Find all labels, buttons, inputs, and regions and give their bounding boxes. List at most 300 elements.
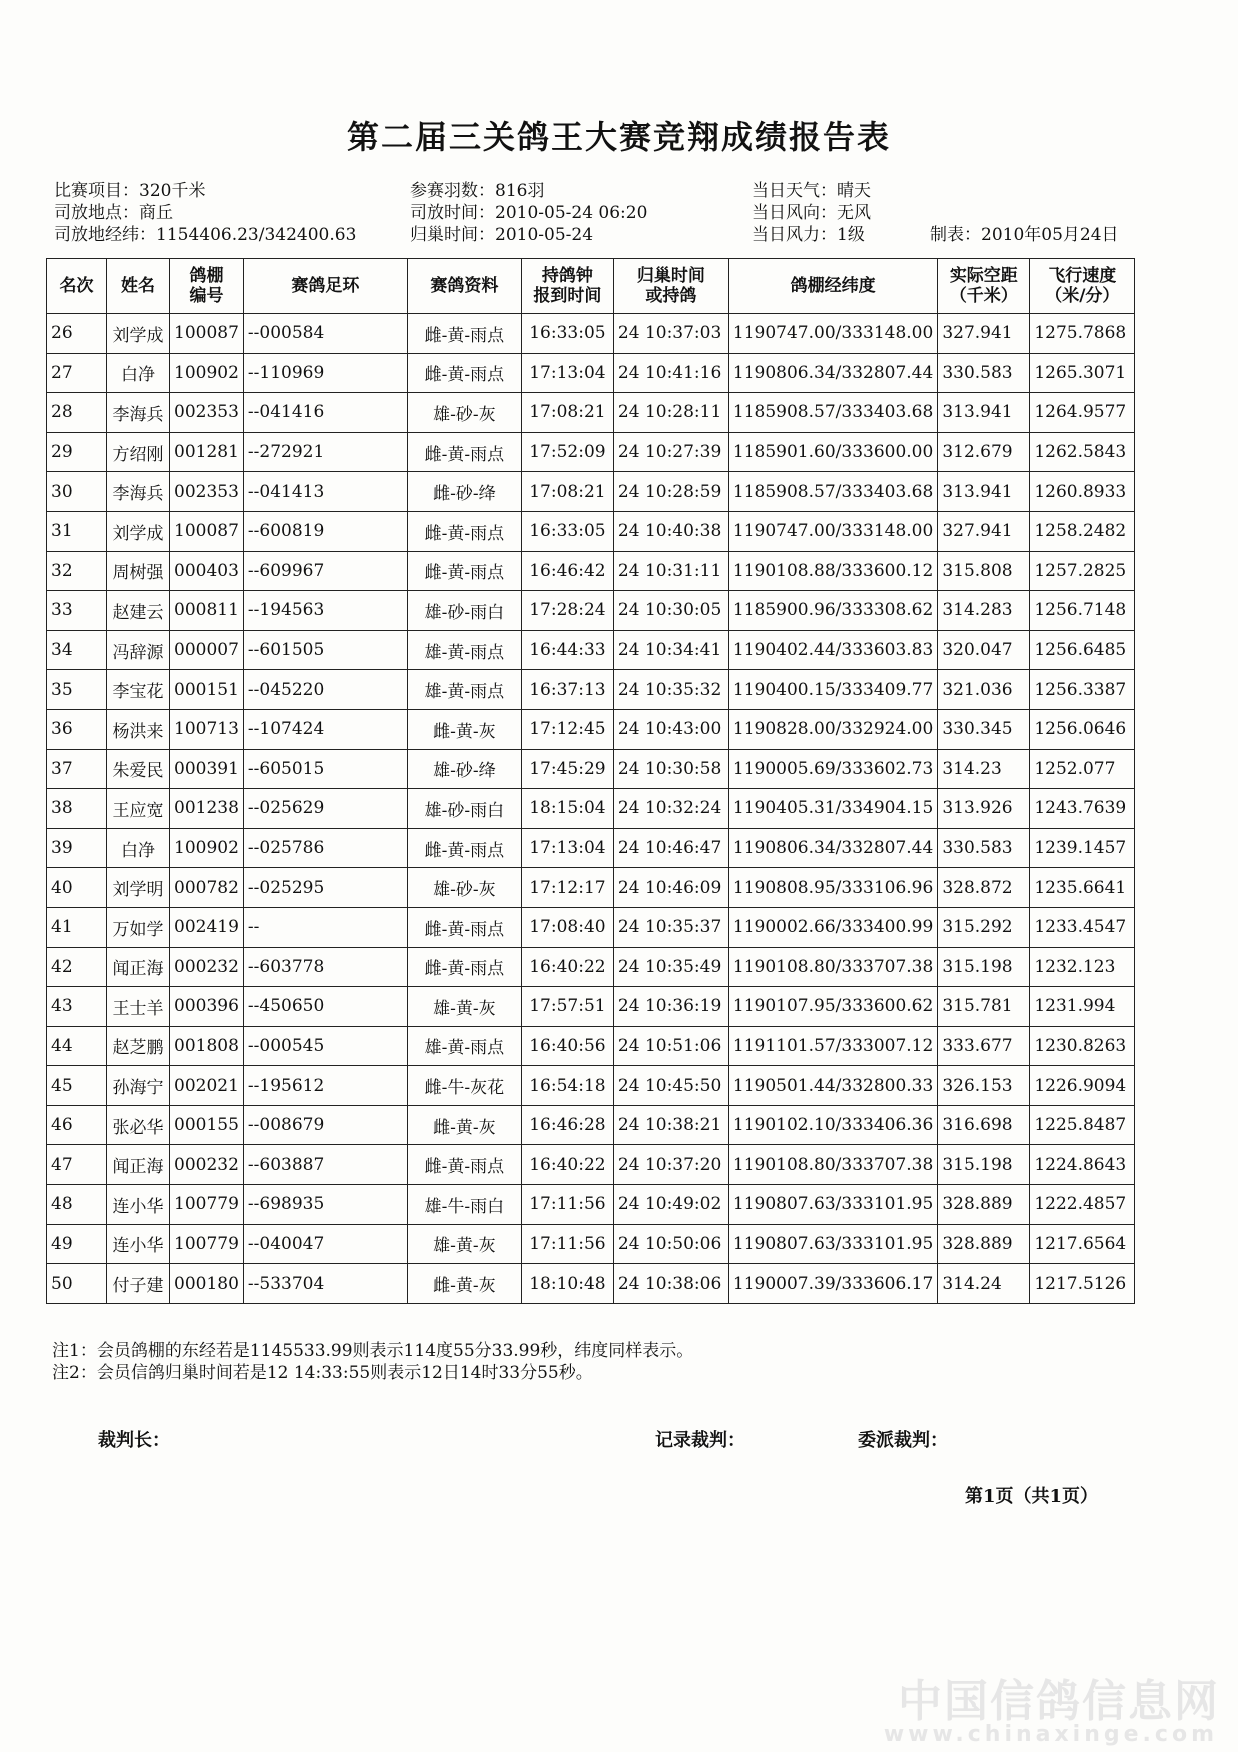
cell-bird-info: 雌-黄-雨点 <box>407 551 521 591</box>
cell-clock-time: 17:45:29 <box>521 749 613 789</box>
cell-rank: 30 <box>47 472 107 512</box>
cell-clock-time: 16:33:05 <box>521 511 613 551</box>
cell-ring: --110969 <box>243 353 407 393</box>
cell-coords: 1185908.57/333403.68 <box>728 472 937 512</box>
cell-coords: 1190007.39/333606.17 <box>728 1264 937 1304</box>
cell-ring: --008679 <box>243 1105 407 1145</box>
table-row <box>47 314 1135 354</box>
meta-release-time: 司放时间：2010-05-24 06:20 <box>410 203 648 223</box>
cell-name: 闻正海 <box>107 1145 170 1185</box>
cell-coords: 1191101.57/333007.12 <box>728 1026 937 1066</box>
table-body <box>47 314 1135 1304</box>
cell-return-time: 24 10:32:24 <box>613 789 728 829</box>
table-row <box>47 868 1135 908</box>
cell-clock-time: 16:46:42 <box>521 551 613 591</box>
cell-bird-info: 雄-砂-灰 <box>407 868 521 908</box>
cell-clock-time: 16:40:22 <box>521 947 613 987</box>
cell-name: 白净 <box>107 353 170 393</box>
note-2: 注2：会员信鸽归巢时间若是12 14:33:55则表示12日14时33分55秒。 <box>52 1363 593 1383</box>
cell-clock-time: 17:11:56 <box>521 1185 613 1225</box>
cell-rank: 37 <box>47 749 107 789</box>
cell-ring: --609967 <box>243 551 407 591</box>
sig-appointed: 委派裁判： <box>858 1430 948 1451</box>
table-row <box>47 1185 1135 1225</box>
header-bird-info: 赛鸽资料 <box>407 259 521 314</box>
cell-return-time: 24 10:28:59 <box>613 472 728 512</box>
cell-ring: --000545 <box>243 1026 407 1066</box>
cell-speed: 1225.8487 <box>1030 1105 1135 1145</box>
header-speed: 飞行速度 （米/分） <box>1030 259 1135 314</box>
cell-loft-id: 002419 <box>170 907 244 947</box>
table-row <box>47 393 1135 433</box>
table-row <box>47 947 1135 987</box>
cell-return-time: 24 10:36:19 <box>613 987 728 1027</box>
cell-speed: 1243.7639 <box>1030 789 1135 829</box>
cell-rank: 34 <box>47 630 107 670</box>
cell-coords: 1185900.96/333308.62 <box>728 591 937 631</box>
cell-coords: 1190808.95/333106.96 <box>728 868 937 908</box>
cell-coords: 1190005.69/333602.73 <box>728 749 937 789</box>
cell-name: 刘学成 <box>107 511 170 551</box>
cell-distance: 328.889 <box>938 1185 1030 1225</box>
cell-name: 孙海宁 <box>107 1066 170 1106</box>
cell-return-time: 24 10:30:05 <box>613 591 728 631</box>
cell-distance: 330.583 <box>938 353 1030 393</box>
cell-return-time: 24 10:34:41 <box>613 630 728 670</box>
cell-rank: 48 <box>47 1185 107 1225</box>
table-row <box>47 551 1135 591</box>
cell-clock-time: 16:44:33 <box>521 630 613 670</box>
cell-return-time: 24 10:45:50 <box>613 1066 728 1106</box>
cell-ring: --603887 <box>243 1145 407 1185</box>
cell-rank: 42 <box>47 947 107 987</box>
table-row <box>47 472 1135 512</box>
cell-speed: 1235.6641 <box>1030 868 1135 908</box>
cell-name: 方绍刚 <box>107 432 170 472</box>
meta-return-time: 归巢时间：2010-05-24 <box>410 225 594 245</box>
cell-bird-info: 雌-黄-雨点 <box>407 907 521 947</box>
cell-loft-id: 100902 <box>170 353 244 393</box>
cell-ring: --272921 <box>243 432 407 472</box>
meta-release-place: 司放地点：商丘 <box>54 203 173 223</box>
cell-speed: 1232.123 <box>1030 947 1135 987</box>
cell-name: 王应宽 <box>107 789 170 829</box>
table-row <box>47 907 1135 947</box>
cell-loft-id: 000403 <box>170 551 244 591</box>
cell-coords: 1190747.00/333148.00 <box>728 314 937 354</box>
table-row <box>47 789 1135 829</box>
cell-bird-info: 雄-牛-雨白 <box>407 1185 521 1225</box>
cell-bird-info: 雄-砂-雨白 <box>407 789 521 829</box>
cell-name: 白净 <box>107 828 170 868</box>
cell-loft-id: 002353 <box>170 472 244 512</box>
cell-speed: 1262.5843 <box>1030 432 1135 472</box>
header-ring: 赛鸽足环 <box>243 259 407 314</box>
cell-name: 赵芝鹏 <box>107 1026 170 1066</box>
cell-loft-id: 002353 <box>170 393 244 433</box>
cell-distance: 326.153 <box>938 1066 1030 1106</box>
table-row <box>47 511 1135 551</box>
header-distance: 实际空距 （千米） <box>938 259 1030 314</box>
cell-bird-info: 雌-牛-灰花 <box>407 1066 521 1106</box>
cell-name: 李海兵 <box>107 472 170 512</box>
table-row <box>47 1026 1135 1066</box>
cell-ring: --045220 <box>243 670 407 710</box>
cell-bird-info: 雌-黄-灰 <box>407 709 521 749</box>
cell-loft-id: 000232 <box>170 1145 244 1185</box>
cell-coords: 1190747.00/333148.00 <box>728 511 937 551</box>
cell-loft-id: 001808 <box>170 1026 244 1066</box>
header-clock-time: 持鸽钟 报到时间 <box>521 259 613 314</box>
cell-bird-info: 雌-黄-灰 <box>407 1264 521 1304</box>
cell-ring: --025786 <box>243 828 407 868</box>
table-row <box>47 828 1135 868</box>
cell-clock-time: 16:40:22 <box>521 1145 613 1185</box>
meta-event: 比赛项目：320千米 <box>54 181 206 201</box>
cell-name: 连小华 <box>107 1185 170 1225</box>
cell-ring: --025629 <box>243 789 407 829</box>
cell-ring: --041416 <box>243 393 407 433</box>
cell-bird-info: 雌-黄-雨点 <box>407 828 521 868</box>
table-row <box>47 987 1135 1027</box>
cell-speed: 1256.3387 <box>1030 670 1135 710</box>
sig-chief-judge: 裁判长： <box>98 1430 170 1451</box>
cell-clock-time: 16:54:18 <box>521 1066 613 1106</box>
cell-speed: 1257.2825 <box>1030 551 1135 591</box>
cell-return-time: 24 10:30:58 <box>613 749 728 789</box>
cell-speed: 1217.5126 <box>1030 1264 1135 1304</box>
cell-clock-time: 18:15:04 <box>521 789 613 829</box>
cell-return-time: 24 10:31:11 <box>613 551 728 591</box>
cell-speed: 1275.7868 <box>1030 314 1135 354</box>
cell-coords: 1190501.44/332800.33 <box>728 1066 937 1106</box>
cell-clock-time: 17:12:17 <box>521 868 613 908</box>
cell-name: 张必华 <box>107 1105 170 1145</box>
cell-speed: 1256.7148 <box>1030 591 1135 631</box>
cell-return-time: 24 10:38:06 <box>613 1264 728 1304</box>
cell-coords: 1190807.63/333101.95 <box>728 1185 937 1225</box>
cell-ring: --040047 <box>243 1224 407 1264</box>
cell-speed: 1224.8643 <box>1030 1145 1135 1185</box>
cell-loft-id: 100087 <box>170 511 244 551</box>
cell-coords: 1190806.34/332807.44 <box>728 828 937 868</box>
cell-distance: 327.941 <box>938 314 1030 354</box>
header-loft-id: 鸽棚 编号 <box>170 259 244 314</box>
table-row <box>47 1224 1135 1264</box>
cell-distance: 328.889 <box>938 1224 1030 1264</box>
cell-clock-time: 17:52:09 <box>521 432 613 472</box>
table-row <box>47 432 1135 472</box>
cell-distance: 315.198 <box>938 947 1030 987</box>
cell-rank: 28 <box>47 393 107 433</box>
cell-clock-time: 17:08:21 <box>521 472 613 512</box>
cell-loft-id: 000155 <box>170 1105 244 1145</box>
cell-loft-id: 000007 <box>170 630 244 670</box>
cell-bird-info: 雄-黄-雨点 <box>407 630 521 670</box>
cell-rank: 36 <box>47 709 107 749</box>
cell-clock-time: 17:13:04 <box>521 828 613 868</box>
cell-rank: 41 <box>47 907 107 947</box>
meta-wind-direction: 当日风向：无风 <box>752 203 871 223</box>
cell-ring: --195612 <box>243 1066 407 1106</box>
cell-rank: 38 <box>47 789 107 829</box>
table-row <box>47 1105 1135 1145</box>
cell-return-time: 24 10:46:47 <box>613 828 728 868</box>
cell-name: 连小华 <box>107 1224 170 1264</box>
cell-rank: 35 <box>47 670 107 710</box>
cell-bird-info: 雌-砂-绛 <box>407 472 521 512</box>
cell-speed: 1226.9094 <box>1030 1066 1135 1106</box>
cell-distance: 330.345 <box>938 709 1030 749</box>
results-table <box>46 258 1135 1304</box>
cell-distance: 313.941 <box>938 393 1030 433</box>
cell-bird-info: 雌-黄-雨点 <box>407 314 521 354</box>
cell-rank: 45 <box>47 1066 107 1106</box>
cell-loft-id: 000180 <box>170 1264 244 1304</box>
page-number: 第1页（共1页） <box>965 1486 1099 1507</box>
table-row <box>47 1264 1135 1304</box>
cell-ring: --194563 <box>243 591 407 631</box>
cell-speed: 1264.9577 <box>1030 393 1135 433</box>
cell-loft-id: 100902 <box>170 828 244 868</box>
cell-coords: 1190402.44/333603.83 <box>728 630 937 670</box>
cell-clock-time: 17:11:56 <box>521 1224 613 1264</box>
cell-rank: 27 <box>47 353 107 393</box>
cell-distance: 330.583 <box>938 828 1030 868</box>
cell-coords: 1190807.63/333101.95 <box>728 1224 937 1264</box>
cell-name: 王士羊 <box>107 987 170 1027</box>
cell-rank: 43 <box>47 987 107 1027</box>
meta-entries: 参赛羽数：816羽 <box>410 181 545 201</box>
cell-ring: --107424 <box>243 709 407 749</box>
cell-speed: 1231.994 <box>1030 987 1135 1027</box>
table-row <box>47 1066 1135 1106</box>
cell-rank: 33 <box>47 591 107 631</box>
cell-coords: 1185908.57/333403.68 <box>728 393 937 433</box>
watermark-logo: 中国信鸽信息网 <box>898 1676 1220 1727</box>
cell-loft-id: 100779 <box>170 1224 244 1264</box>
notes <box>52 1340 693 1384</box>
header-return-time: 归巢时间 或持鸽 <box>613 259 728 314</box>
cell-coords: 1190400.15/333409.77 <box>728 670 937 710</box>
meta-col-2 <box>410 180 647 246</box>
cell-rank: 29 <box>47 432 107 472</box>
cell-clock-time: 17:13:04 <box>521 353 613 393</box>
cell-loft-id: 000391 <box>170 749 244 789</box>
cell-speed: 1256.6485 <box>1030 630 1135 670</box>
cell-name: 李海兵 <box>107 393 170 433</box>
cell-loft-id: 000151 <box>170 670 244 710</box>
cell-name: 周树强 <box>107 551 170 591</box>
cell-return-time: 24 10:50:06 <box>613 1224 728 1264</box>
cell-distance: 314.24 <box>938 1264 1030 1304</box>
cell-name: 刘学明 <box>107 868 170 908</box>
cell-coords: 1190828.00/332924.00 <box>728 709 937 749</box>
cell-distance: 315.781 <box>938 987 1030 1027</box>
cell-distance: 320.047 <box>938 630 1030 670</box>
cell-loft-id: 001281 <box>170 432 244 472</box>
cell-clock-time: 17:57:51 <box>521 987 613 1027</box>
cell-distance: 315.198 <box>938 1145 1030 1185</box>
cell-rank: 40 <box>47 868 107 908</box>
cell-distance: 313.926 <box>938 789 1030 829</box>
cell-coords: 1190108.80/333707.38 <box>728 1145 937 1185</box>
cell-speed: 1252.077 <box>1030 749 1135 789</box>
cell-loft-id: 000782 <box>170 868 244 908</box>
cell-bird-info: 雌-黄-雨点 <box>407 511 521 551</box>
cell-bird-info: 雄-砂-雨白 <box>407 591 521 631</box>
cell-clock-time: 17:08:21 <box>521 393 613 433</box>
cell-return-time: 24 10:28:11 <box>613 393 728 433</box>
cell-return-time: 24 10:43:00 <box>613 709 728 749</box>
cell-bird-info: 雌-黄-雨点 <box>407 1145 521 1185</box>
cell-speed: 1233.4547 <box>1030 907 1135 947</box>
cell-clock-time: 17:28:24 <box>521 591 613 631</box>
cell-return-time: 24 10:27:39 <box>613 432 728 472</box>
cell-coords: 1190108.88/333600.12 <box>728 551 937 591</box>
cell-speed: 1260.8933 <box>1030 472 1135 512</box>
cell-distance: 315.808 <box>938 551 1030 591</box>
cell-return-time: 24 10:51:06 <box>613 1026 728 1066</box>
cell-return-time: 24 10:41:16 <box>613 353 728 393</box>
cell-bird-info: 雌-黄-雨点 <box>407 432 521 472</box>
sig-recorder: 记录裁判： <box>655 1430 745 1451</box>
cell-return-time: 24 10:35:37 <box>613 907 728 947</box>
note-1: 注1：会员鸽棚的东经若是1145533.99则表示114度55分33.99秒，纬度同样表示。 <box>52 1341 694 1361</box>
cell-rank: 44 <box>47 1026 107 1066</box>
cell-distance: 314.23 <box>938 749 1030 789</box>
cell-clock-time: 17:12:45 <box>521 709 613 749</box>
cell-bird-info: 雄-砂-灰 <box>407 393 521 433</box>
cell-name: 杨洪来 <box>107 709 170 749</box>
cell-speed: 1258.2482 <box>1030 511 1135 551</box>
cell-clock-time: 16:46:28 <box>521 1105 613 1145</box>
table-row <box>47 630 1135 670</box>
meta-weather: 当日天气：晴天 <box>752 181 871 201</box>
meta-wind-force: 当日风力：1级 <box>752 225 865 245</box>
cell-loft-id: 001238 <box>170 789 244 829</box>
cell-name: 李宝花 <box>107 670 170 710</box>
cell-loft-id: 000811 <box>170 591 244 631</box>
cell-speed: 1256.0646 <box>1030 709 1135 749</box>
header-name: 姓名 <box>107 259 170 314</box>
cell-return-time: 24 10:46:09 <box>613 868 728 908</box>
meta-made-date: 制表：2010年05月24日 <box>930 225 1119 245</box>
cell-coords: 1190405.31/334904.15 <box>728 789 937 829</box>
cell-coords: 1185901.60/333600.00 <box>728 432 937 472</box>
cell-distance: 312.679 <box>938 432 1030 472</box>
table-row <box>47 353 1135 393</box>
meta-release-coords: 司放地经纬：1154406.23/342400.63 <box>54 225 357 245</box>
cell-bird-info: 雌-黄-雨点 <box>407 947 521 987</box>
cell-coords: 1190102.10/333406.36 <box>728 1105 937 1145</box>
cell-distance: 315.292 <box>938 907 1030 947</box>
table-row <box>47 591 1135 631</box>
cell-distance: 333.677 <box>938 1026 1030 1066</box>
cell-bird-info: 雄-黄-灰 <box>407 987 521 1027</box>
cell-distance: 321.036 <box>938 670 1030 710</box>
cell-ring: --605015 <box>243 749 407 789</box>
cell-rank: 32 <box>47 551 107 591</box>
cell-name: 万如学 <box>107 907 170 947</box>
cell-return-time: 24 10:40:38 <box>613 511 728 551</box>
header-coords: 鸽棚经纬度 <box>728 259 937 314</box>
cell-ring: --601505 <box>243 630 407 670</box>
table-header-row <box>47 259 1135 314</box>
cell-ring: --533704 <box>243 1264 407 1304</box>
header-rank: 名次 <box>47 259 107 314</box>
cell-coords: 1190107.95/333600.62 <box>728 987 937 1027</box>
cell-ring: --603778 <box>243 947 407 987</box>
cell-loft-id: 100713 <box>170 709 244 749</box>
cell-bird-info: 雄-黄-灰 <box>407 1224 521 1264</box>
cell-clock-time: 17:08:40 <box>521 907 613 947</box>
cell-rank: 26 <box>47 314 107 354</box>
cell-ring: --600819 <box>243 511 407 551</box>
cell-clock-time: 16:33:05 <box>521 314 613 354</box>
cell-distance: 313.941 <box>938 472 1030 512</box>
cell-speed: 1230.8263 <box>1030 1026 1135 1066</box>
cell-coords: 1190002.66/333400.99 <box>728 907 937 947</box>
table-row <box>47 749 1135 789</box>
cell-return-time: 24 10:37:03 <box>613 314 728 354</box>
cell-ring: --000584 <box>243 314 407 354</box>
cell-clock-time: 18:10:48 <box>521 1264 613 1304</box>
cell-return-time: 24 10:35:49 <box>613 947 728 987</box>
cell-bird-info: 雄-黄-雨点 <box>407 1026 521 1066</box>
cell-distance: 327.941 <box>938 511 1030 551</box>
cell-name: 朱爱民 <box>107 749 170 789</box>
cell-loft-id: 100087 <box>170 314 244 354</box>
cell-return-time: 24 10:38:21 <box>613 1105 728 1145</box>
cell-distance: 316.698 <box>938 1105 1030 1145</box>
cell-loft-id: 000396 <box>170 987 244 1027</box>
cell-bird-info: 雄-黄-雨点 <box>407 670 521 710</box>
cell-bird-info: 雄-砂-绛 <box>407 749 521 789</box>
cell-speed: 1265.3071 <box>1030 353 1135 393</box>
cell-distance: 314.283 <box>938 591 1030 631</box>
cell-coords: 1190108.80/333707.38 <box>728 947 937 987</box>
meta-col-3 <box>752 180 871 246</box>
cell-loft-id: 002021 <box>170 1066 244 1106</box>
table-row <box>47 1145 1135 1185</box>
cell-return-time: 24 10:37:20 <box>613 1145 728 1185</box>
page-title: 第二届三关鸽王大赛竞翔成绩报告表 <box>346 118 891 156</box>
cell-ring: --698935 <box>243 1185 407 1225</box>
cell-rank: 39 <box>47 828 107 868</box>
cell-clock-time: 16:37:13 <box>521 670 613 710</box>
cell-loft-id: 100779 <box>170 1185 244 1225</box>
cell-name: 闻正海 <box>107 947 170 987</box>
cell-bird-info: 雌-黄-雨点 <box>407 353 521 393</box>
cell-coords: 1190806.34/332807.44 <box>728 353 937 393</box>
cell-rank: 50 <box>47 1264 107 1304</box>
cell-name: 付子建 <box>107 1264 170 1304</box>
cell-return-time: 24 10:49:02 <box>613 1185 728 1225</box>
meta-col-1 <box>54 180 356 246</box>
cell-speed: 1239.1457 <box>1030 828 1135 868</box>
cell-ring: --025295 <box>243 868 407 908</box>
cell-speed: 1222.4857 <box>1030 1185 1135 1225</box>
cell-ring: -- <box>243 907 407 947</box>
cell-name: 冯辞源 <box>107 630 170 670</box>
cell-ring: --041413 <box>243 472 407 512</box>
cell-rank: 31 <box>47 511 107 551</box>
cell-rank: 47 <box>47 1145 107 1185</box>
table-row <box>47 670 1135 710</box>
cell-rank: 46 <box>47 1105 107 1145</box>
cell-name: 赵建云 <box>107 591 170 631</box>
